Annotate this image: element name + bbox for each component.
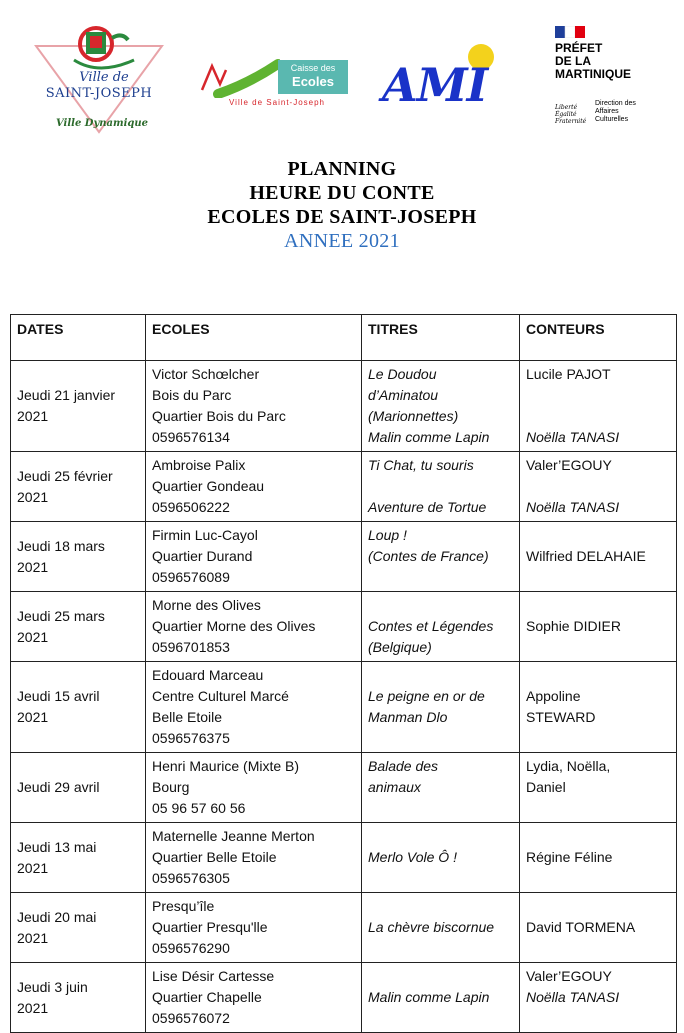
titre-line: Malin comme Lapin [368,989,490,1005]
prefet-martinique-logo [549,26,669,132]
saint-joseph-logo [34,20,164,136]
cell-ecole [146,522,362,592]
cell-titre [362,361,520,452]
conteur-gap [526,826,670,847]
date-text: Jeudi 21 janvier [17,387,116,403]
ecole-line: Belle Etoile [152,709,223,725]
title-line-1: PLANNING [287,158,397,180]
date-year: 2021 [17,709,49,725]
cell-conteur [520,522,677,592]
date-text: Jeudi 29 avril [17,779,100,795]
conteur-line: Régine Féline [526,849,613,865]
table-row [11,592,677,662]
ecole-line: Centre Culturel Marcé [152,688,289,704]
conteur-line: Noëlla TANASI [526,429,620,445]
ecole-line: Bourg [152,779,190,795]
conteur-line: Wilfried DELAHAIE [526,548,646,564]
conteur-gap [526,476,670,497]
cell-conteur [520,823,677,893]
conteur-line: Lydia, Noëlla, [526,758,611,774]
ecole-line: 0596576375 [152,730,230,746]
title-year: ANNEE 2021 [284,230,400,252]
ecole-line: Ambroise Palix [152,457,246,473]
header-ecoles: ECOLES [146,315,362,361]
ecole-line: Quartier Belle Etoile [152,849,277,865]
cell-conteur [520,753,677,823]
conteur-gap [526,665,670,686]
titre-line: Le Doudou [368,366,437,382]
cell-ecole [146,893,362,963]
conteur-line: STEWARD [526,709,596,725]
table-header-row [11,315,677,361]
ecole-line: Quartier Bois du Parc [152,408,286,424]
titre-line: animaux [368,779,421,795]
caisse-runner-icon [196,54,280,98]
cell-conteur [520,963,677,1033]
cell-titre [362,662,520,753]
conteur-line: Sophie DIDIER [526,618,621,634]
titre-line: (Belgique) [368,639,432,655]
titre-gap [368,665,513,686]
date-text: Jeudi 18 mars [17,537,105,554]
titre-line: La chèvre biscornue [368,919,495,935]
ecole-line: Lise Désir Cartesse [152,968,275,984]
ecole-line: Bois du Parc [152,387,232,403]
date-year: 2021 [17,999,49,1016]
ami-logo [382,44,500,118]
header-dates: DATES [11,315,146,361]
cell-titre [362,452,520,522]
ecole-line: Firmin Luc-Cayol [152,527,258,543]
titre-line: Manman Dlo [368,709,448,725]
titre-gap [368,476,513,497]
titre-line: (Contes de France) [368,548,489,564]
ecole-line: 0596576305 [152,870,230,886]
titre-line: Merlo Vole Ô ! [368,849,457,865]
date-year: 2021 [17,929,49,946]
titre-line: d’Aminatou [368,387,439,403]
titre-line: Contes et Légendes [368,618,494,634]
cell-date [11,361,146,452]
conteur-gap [526,406,670,427]
date-text: Jeudi 3 juin [17,978,88,995]
conteur-line: Lucile PAJOT [526,366,611,382]
ecole-line: Presqu’île [152,898,215,914]
saint-joseph-logo-line2: SAINT-JOSEPH [45,86,153,101]
caisse-des-ecoles-logo [196,54,352,122]
cell-date [11,893,146,963]
marianne-flag-icon [555,26,585,38]
conteur-line: Noëlla TANASI [526,989,620,1005]
saint-joseph-logo-tagline: Ville Dynamique [55,118,149,129]
cell-ecole [146,452,362,522]
cell-titre [362,963,520,1033]
table-row [11,823,677,893]
cell-ecole [146,753,362,823]
cell-conteur [520,893,677,963]
cell-date [11,662,146,753]
prefet-direction: Direction des Affaires Culturelles [595,100,636,123]
cell-date [11,823,146,893]
ecole-line: Quartier Gondeau [152,478,265,494]
cell-ecole [146,662,362,753]
titre-gap [368,826,513,847]
conteur-line: Noëlla TANASI [526,499,620,515]
titre-line: Balade des [368,758,439,774]
cell-date [11,592,146,662]
ecole-line: Quartier Morne des Olives [152,618,316,634]
ecole-line: Edouard Marceau [152,667,264,683]
cell-titre [362,823,520,893]
caisse-logo-line1: Caisse des [290,63,336,73]
table-row [11,452,677,522]
table-row [11,963,677,1033]
cell-titre [362,592,520,662]
titre-line: (Marionnettes) [368,408,459,424]
ecole-line: 0596576072 [152,1010,230,1026]
titre-line: Le peigne en or de [368,688,485,704]
cell-conteur [520,592,677,662]
table-row [11,361,677,452]
ecole-line: Morne des Olives [152,597,261,613]
date-text: Jeudi 20 mai [17,908,97,925]
caisse-logo-subtitle: Ville de Saint-Joseph [228,98,325,107]
ecole-line: 0596576089 [152,569,230,585]
conteur-gap [526,385,670,406]
planning-table [10,314,677,1033]
titre-gap [368,896,513,917]
cell-conteur [520,452,677,522]
ami-logo-text: AMI [382,58,488,112]
conteur-line: Valer’EGOUY [526,968,612,984]
ecole-line: Maternelle Jeanne Merton [152,828,315,844]
cell-date [11,522,146,592]
conteur-gap [526,525,670,546]
ecole-line: Quartier Durand [152,548,253,564]
titre-line: Loup ! [368,527,407,543]
saint-joseph-logo-line1: Ville de [79,70,129,85]
title-line-2: HEURE DU CONTE [249,182,435,204]
date-year: 2021 [17,558,49,575]
cell-ecole [146,361,362,452]
date-year: 2021 [17,488,49,505]
caisse-logo-line2: Ecoles [292,74,334,89]
date-text: Jeudi 15 avril [17,688,100,704]
cell-date [11,963,146,1033]
ecole-line: Quartier Chapelle [152,989,262,1005]
header-conteurs: CONTEURS [520,315,677,361]
cell-titre [362,522,520,592]
date-year: 2021 [17,408,49,424]
ecole-line: 05 96 57 60 56 [152,800,246,816]
conteur-line: Appoline [526,688,581,704]
titre-gap [368,966,513,987]
date-year: 2021 [17,628,49,645]
title-line-3: ECOLES DE SAINT-JOSEPH [207,206,477,228]
ecole-line: Quartier Presqu'lle [152,919,268,935]
cell-titre [362,893,520,963]
titre-line: Aventure de Tortue [368,499,487,515]
ecole-line: 0596701853 [152,639,230,655]
table-row [11,893,677,963]
titre-gap [368,595,513,616]
cell-ecole [146,823,362,893]
cell-date [11,753,146,823]
ecole-line: 0596576290 [152,940,230,956]
date-text: Jeudi 25 mars [17,607,105,624]
cell-titre [362,753,520,823]
cell-conteur [520,361,677,452]
date-text: Jeudi 13 mai [17,838,97,855]
ecole-line: 0596506222 [152,499,230,515]
ecole-line: Victor Schœlcher [152,366,260,382]
logo-bar [0,16,684,136]
prefet-devise: Liberté Égalité Fraternité [555,104,587,125]
document-title [0,157,684,253]
date-text: Jeudi 25 février [17,467,113,484]
date-year: 2021 [17,859,49,876]
table-row [11,522,677,592]
conteur-gap [526,595,670,616]
conteur-line: David TORMENA [526,919,636,935]
ecole-line: 0596576134 [152,429,230,445]
conteur-gap [526,896,670,917]
cell-conteur [520,662,677,753]
cell-ecole [146,592,362,662]
cell-date [11,452,146,522]
conteur-line: Valer’EGOUY [526,457,612,473]
table-row [11,753,677,823]
header-titres: TITRES [362,315,520,361]
titre-line: Malin comme Lapin [368,429,490,445]
caisse-badge [278,60,348,94]
ecole-line: Henri Maurice (Mixte B) [152,758,300,774]
titre-line: Ti Chat, tu souris [368,457,474,473]
conteur-line: Daniel [526,779,566,795]
prefet-title: PRÉFET DE LA MARTINIQUE [555,41,631,81]
table-row [11,662,677,753]
cell-ecole [146,963,362,1033]
